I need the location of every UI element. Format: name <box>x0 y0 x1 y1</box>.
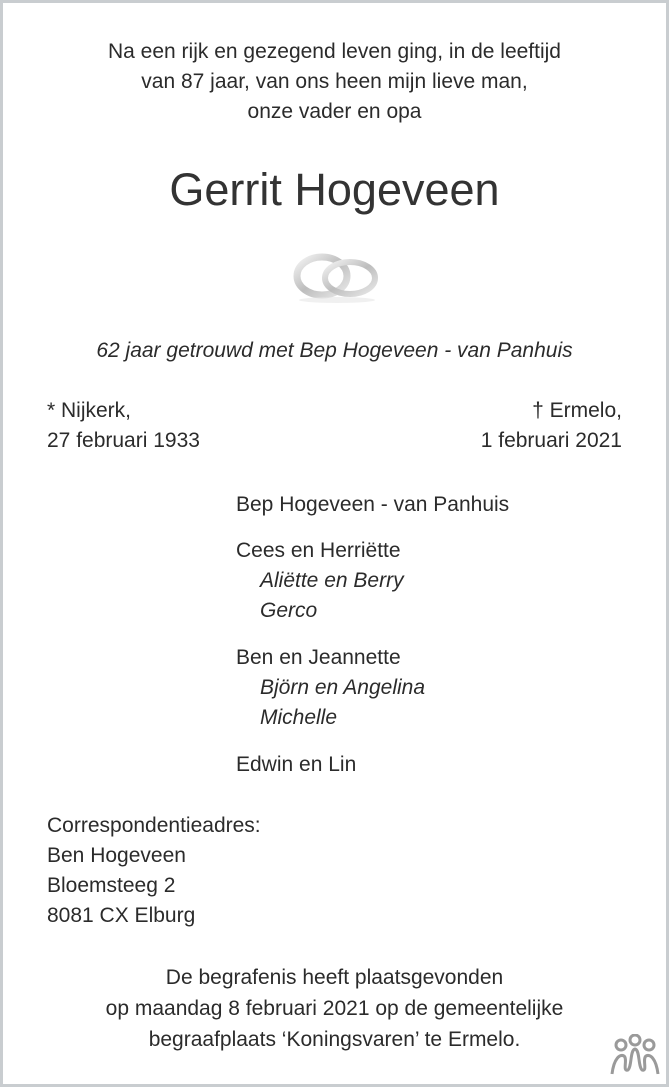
birth-date: 27 februari 1933 <box>47 429 200 452</box>
death-date: 1 februari 2021 <box>480 429 622 452</box>
family-member: Cees en Herriëtte <box>236 539 401 562</box>
address-line: Ben Hogeveen <box>47 844 186 867</box>
intro-line: onze vader en opa <box>247 100 422 123</box>
birth-place: * Nijkerk, <box>47 399 132 422</box>
funeral-line: De begrafenis heeft plaatsgevonden <box>165 966 504 989</box>
married-text: 62 jaar getrouwd met Bep Hogeveen - van Panhuis <box>96 339 573 362</box>
grandchild: Gerco <box>260 599 318 622</box>
wedding-rings-icon <box>290 248 384 304</box>
intro-text <box>0 37 669 127</box>
grandchild: Aliëtte en Berry <box>260 569 404 592</box>
people-group-icon <box>610 1034 660 1076</box>
correspondence-address <box>47 811 261 931</box>
family-member: Bep Hogeveen - van Panhuis <box>236 493 510 516</box>
intro-line: van 87 jaar, van ons heen mijn lieve man, <box>141 70 528 93</box>
funeral-line: op maandag 8 februari 2021 op de gemeentelijke <box>105 997 564 1020</box>
family-member: Ben en Jeannette <box>236 646 401 669</box>
address-label: Correspondentieadres: <box>47 814 261 837</box>
grandchild: Björn en Angelina <box>260 676 426 699</box>
address-line: 8081 CX Elburg <box>47 904 196 927</box>
death-info <box>481 396 622 456</box>
death-place: † Ermelo, <box>532 399 622 422</box>
address-line: Bloemsteeg 2 <box>47 874 176 897</box>
intro-line: Na een rijk en gezegend leven ging, in de leeftijd <box>108 40 561 63</box>
family-list <box>236 490 509 780</box>
grandchild: Michelle <box>260 706 338 729</box>
family-member: Edwin en Lin <box>236 753 357 776</box>
funeral-line: begraafplaats ‘Koningsvaren’ te Ermelo. <box>148 1028 521 1051</box>
deceased-name: Gerrit Hogeveen <box>169 164 500 215</box>
funeral-text <box>0 962 669 1055</box>
birth-info <box>47 396 200 456</box>
